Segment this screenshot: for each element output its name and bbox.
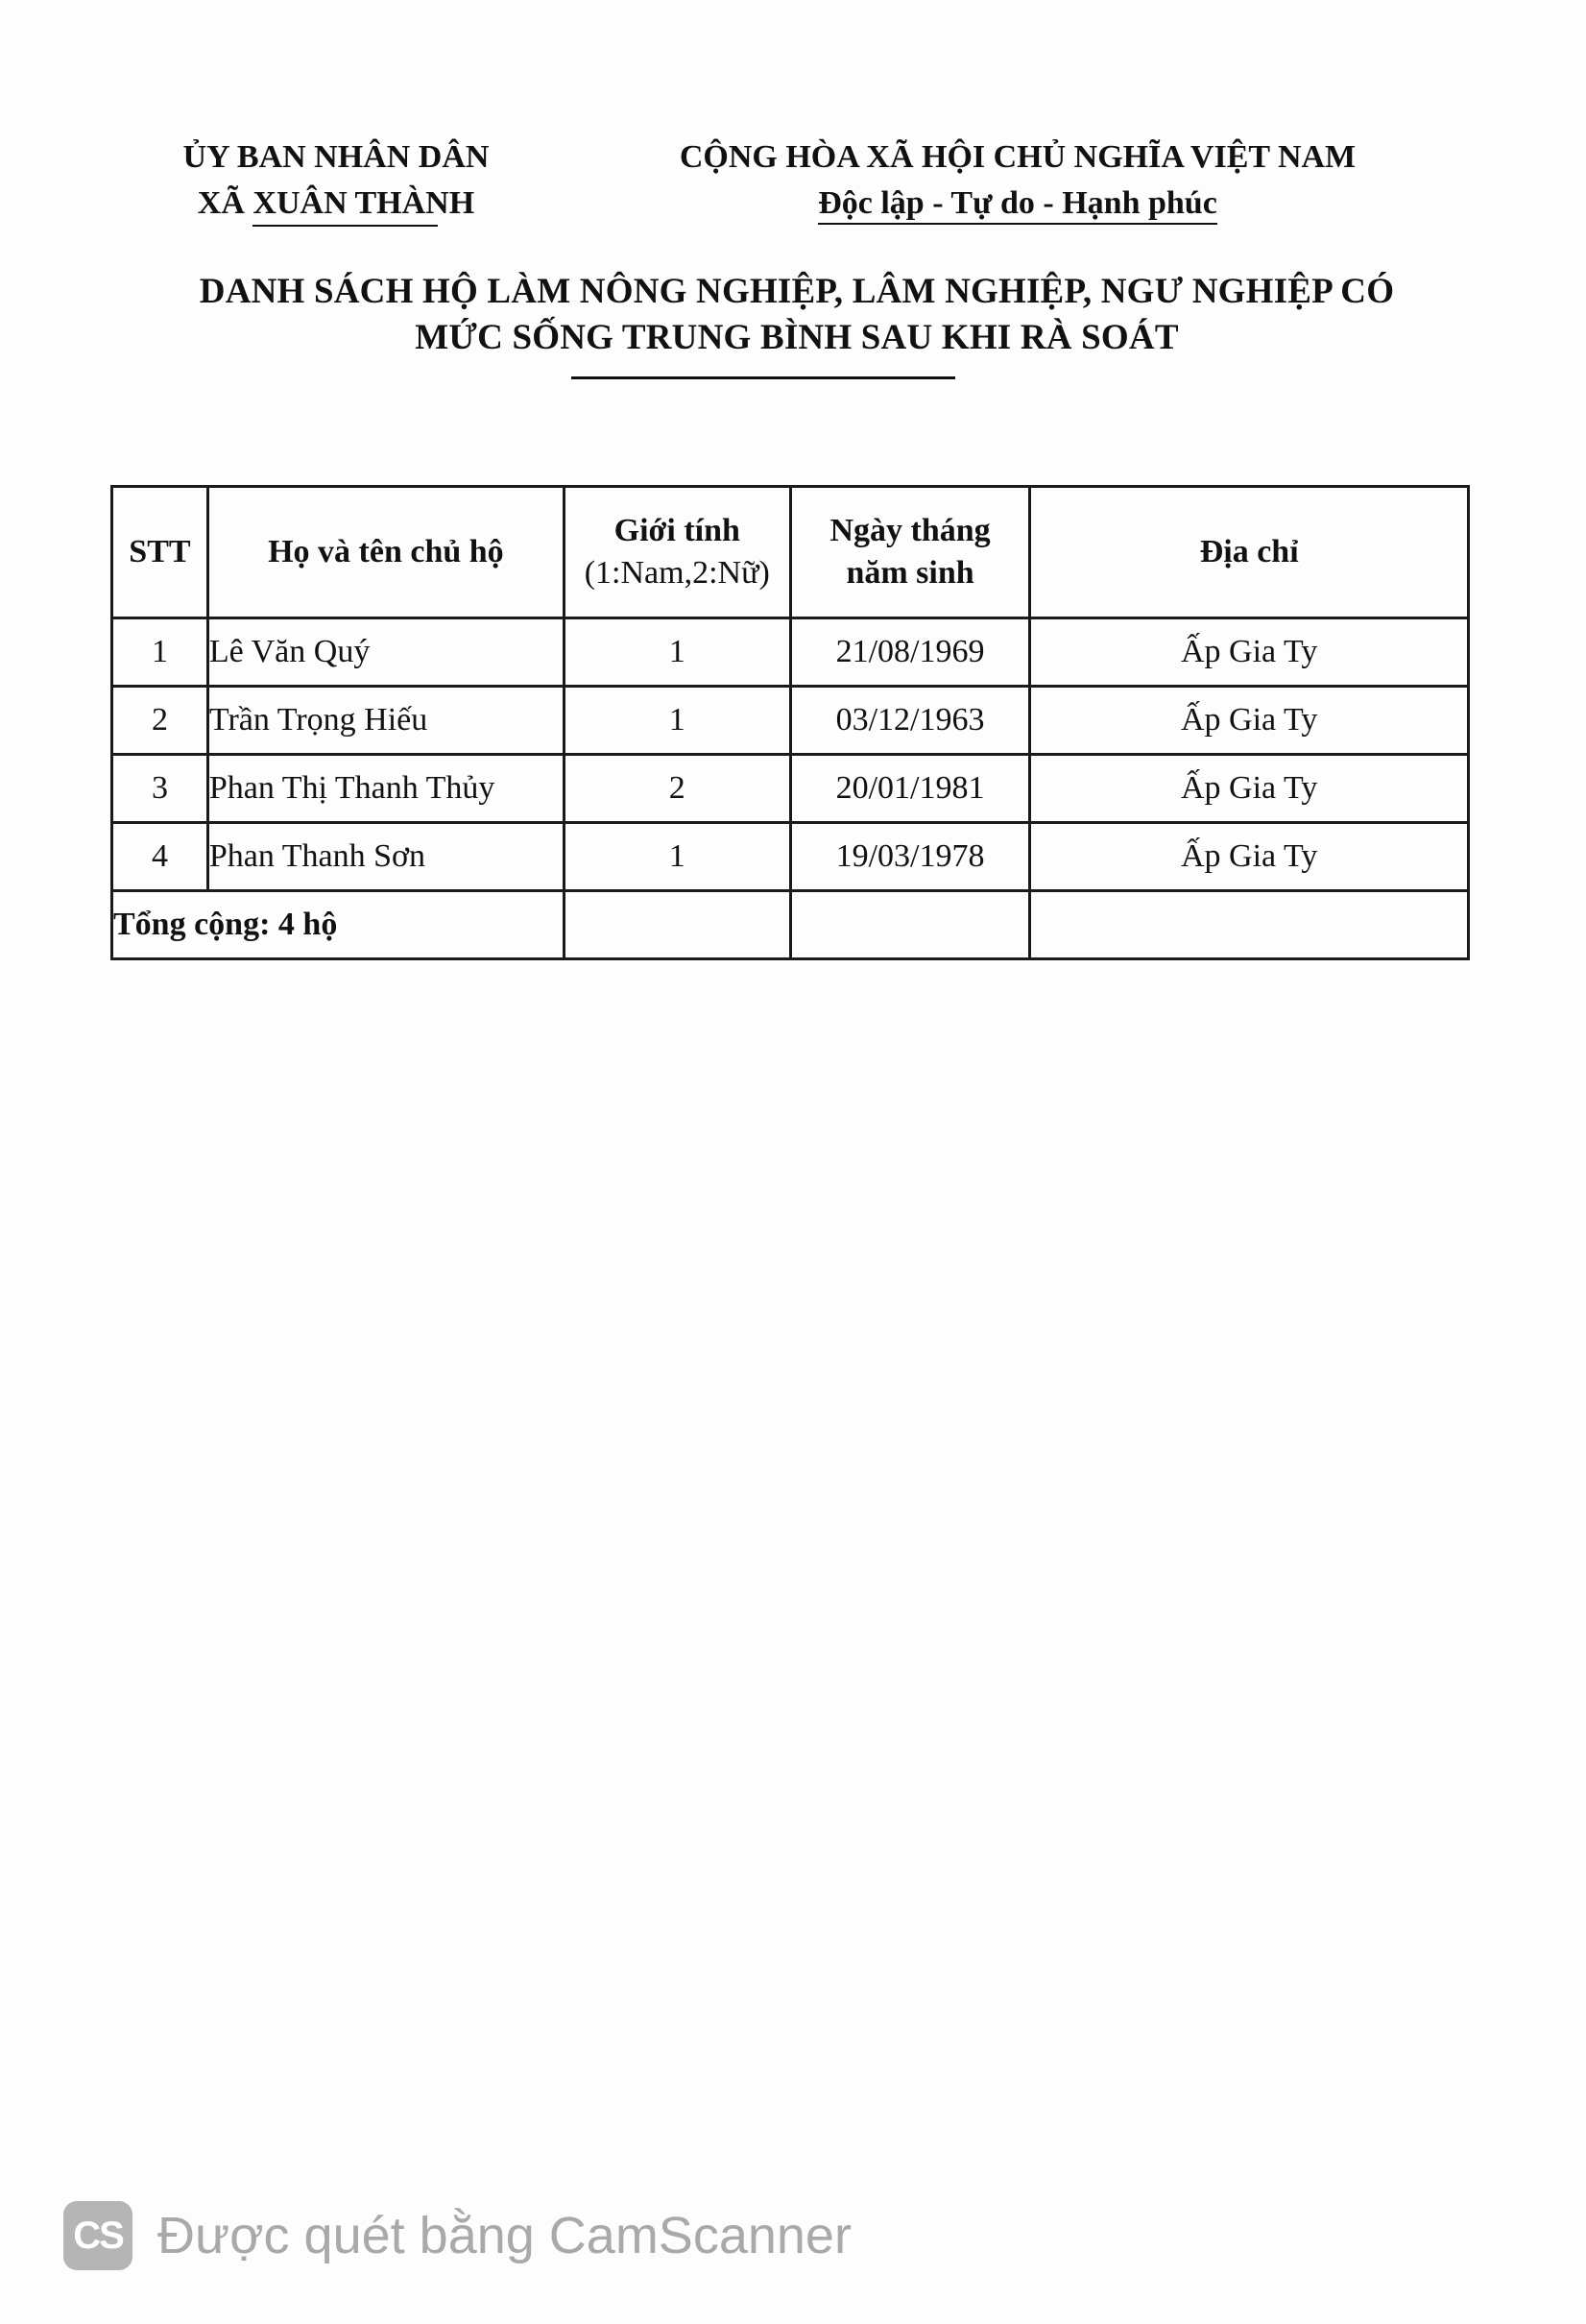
total-gender-cell bbox=[564, 891, 790, 959]
cell-name: Phan Thanh Sơn bbox=[207, 823, 564, 891]
cell-address: Ấp Gia Ty bbox=[1030, 618, 1469, 687]
camscanner-logo-icon: CS bbox=[63, 2201, 132, 2270]
header-address: Địa chỉ bbox=[1030, 487, 1469, 618]
table-row bbox=[112, 823, 1469, 891]
issuing-authority bbox=[134, 134, 538, 227]
header-gender: Giới tính (1:Nam,2:Nữ) bbox=[564, 487, 790, 618]
household-table bbox=[110, 485, 1470, 960]
cell-dob: 19/03/1978 bbox=[790, 823, 1030, 891]
table-header-row bbox=[112, 487, 1469, 618]
authority-line-2-prefix: XÃ bbox=[197, 185, 253, 221]
total-label: Tổng cộng: 4 hộ bbox=[112, 891, 565, 959]
cell-dob: 20/01/1981 bbox=[790, 755, 1030, 823]
cell-gender: 1 bbox=[564, 618, 790, 687]
cell-stt: 3 bbox=[112, 755, 208, 823]
authority-underline bbox=[252, 225, 438, 227]
national-title: CỘNG HÒA XÃ HỘI CHỦ NGHĨA VIỆT NAM bbox=[679, 139, 1357, 175]
table-row bbox=[112, 618, 1469, 687]
scanner-watermark bbox=[63, 2197, 852, 2274]
cell-dob: 03/12/1963 bbox=[790, 687, 1030, 755]
title-line-1: DANH SÁCH HỘ LÀM NÔNG NGHIỆP, LÂM NGHIỆP, NGƯ NGHIỆP CÓ bbox=[199, 272, 1395, 311]
cell-gender: 1 bbox=[564, 823, 790, 891]
header-name: Họ và tên chủ hộ bbox=[207, 487, 564, 618]
cell-stt: 2 bbox=[112, 687, 208, 755]
title-line-2: MỨC SỐNG TRUNG BÌNH SAU KHI RÀ SOÁT bbox=[415, 318, 1179, 357]
cell-address: Ấp Gia Ty bbox=[1030, 687, 1469, 755]
cell-name: Phan Thị Thanh Thủy bbox=[207, 755, 564, 823]
authority-line-1: ỦY BAN NHÂN DÂN bbox=[182, 139, 490, 175]
table-row bbox=[112, 687, 1469, 755]
cell-gender: 1 bbox=[564, 687, 790, 755]
header-dob: Ngày tháng năm sinh bbox=[790, 487, 1030, 618]
cell-stt: 4 bbox=[112, 823, 208, 891]
total-address-cell bbox=[1030, 891, 1469, 959]
authority-line-2 bbox=[134, 181, 538, 227]
national-motto: Độc lập - Tự do - Hạnh phúc bbox=[634, 181, 1402, 227]
document-title bbox=[115, 269, 1478, 361]
title-divider bbox=[571, 376, 955, 379]
cell-address: Ấp Gia Ty bbox=[1030, 823, 1469, 891]
cell-address: Ấp Gia Ty bbox=[1030, 755, 1469, 823]
cell-name: Trần Trọng Hiếu bbox=[207, 687, 564, 755]
watermark-text: Được quét bằng CamScanner bbox=[157, 2207, 852, 2264]
table-total-row bbox=[112, 891, 1469, 959]
cell-dob: 21/08/1969 bbox=[790, 618, 1030, 687]
authority-commune-name: XUÂN THÀNH bbox=[252, 181, 474, 227]
total-dob-cell bbox=[790, 891, 1030, 959]
national-header bbox=[634, 134, 1402, 227]
cell-stt: 1 bbox=[112, 618, 208, 687]
table-row bbox=[112, 755, 1469, 823]
cell-gender: 2 bbox=[564, 755, 790, 823]
cell-name: Lê Văn Quý bbox=[207, 618, 564, 687]
header-stt: STT bbox=[112, 487, 208, 618]
